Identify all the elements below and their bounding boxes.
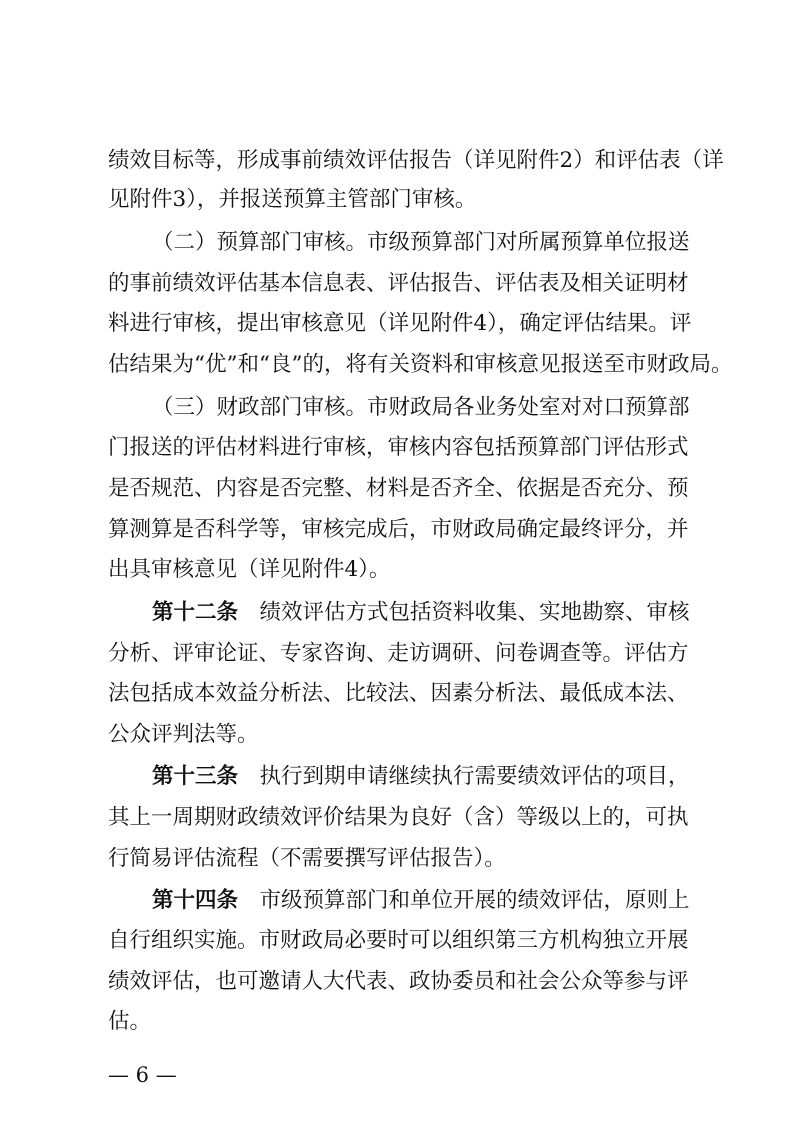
text-span: 绩效评估方式包括资料收集、实地勘察、审核 [259,600,690,625]
text-line: 出具审核意见（详见附件4）。 [108,557,391,582]
text-line: 是否规范、内容是否完整、材料是否齐全、依据是否充分、预 [108,476,689,501]
text-line: 的事前绩效评估基本信息表、评估报告、评估表及相关证明材 [108,271,689,296]
text-line: 门报送的评估材料进行审核，审核内容包括预算部门评估形式 [108,435,689,460]
text-line: 估结果为“优”和“良”的，将有关资料和审核意见报送至市财政局。 [108,352,733,377]
text-line: 行简易评估流程（不需要撰写评估报告）。 [108,846,506,871]
text-line: 算测算是否科学等，审核完成后，市财政局确定最终评分，并 [108,517,689,542]
text-line: 绩效目标等，形成事前绩效评估报告（详见附件2）和评估表（详 [108,148,724,173]
article-line [152,884,688,918]
text-line: 估。 [108,1009,152,1034]
text-line: 其上一周期财政绩效评价结果为良好（含）等级以上的，可执 [108,805,689,830]
text-line: 法包括成本效益分析法、比较法、因素分析法、最低成本法、 [108,681,689,706]
text-line: 自行组织实施。市财政局必要时可以组织第三方机构独立开展 [108,928,689,953]
page-number: — 6 — [108,1063,177,1087]
article-line [152,596,688,630]
text-line: 料进行审核，提出审核意见（详见附件4），确定评估结果。评 [108,311,692,336]
article-line [152,760,688,794]
text-line: 公众评判法等。 [108,722,259,747]
text-line: （二）预算部门审核。市级预算部门对所属预算单位报送 [152,230,690,255]
text-line: 绩效评估，也可邀请人大代表、政协委员和社会公众等参与评 [108,969,689,994]
text-line: 见附件3），并报送预算主管部门审核。 [108,187,477,212]
text-line: 分析、评审论证、专家咨询、走访调研、问卷调查等。评估方 [108,641,689,666]
article-number: 第十四条 [152,888,239,913]
text-line: （三）财政部门审核。市财政局各业务处室对对口预算部 [152,395,690,420]
article-number: 第十二条 [152,600,239,625]
text-span: 市级预算部门和单位开展的绩效评估，原则上 [259,888,690,913]
text-span: 执行到期申请继续执行需要绩效评估的项目， [259,764,690,789]
article-number: 第十三条 [152,764,239,789]
